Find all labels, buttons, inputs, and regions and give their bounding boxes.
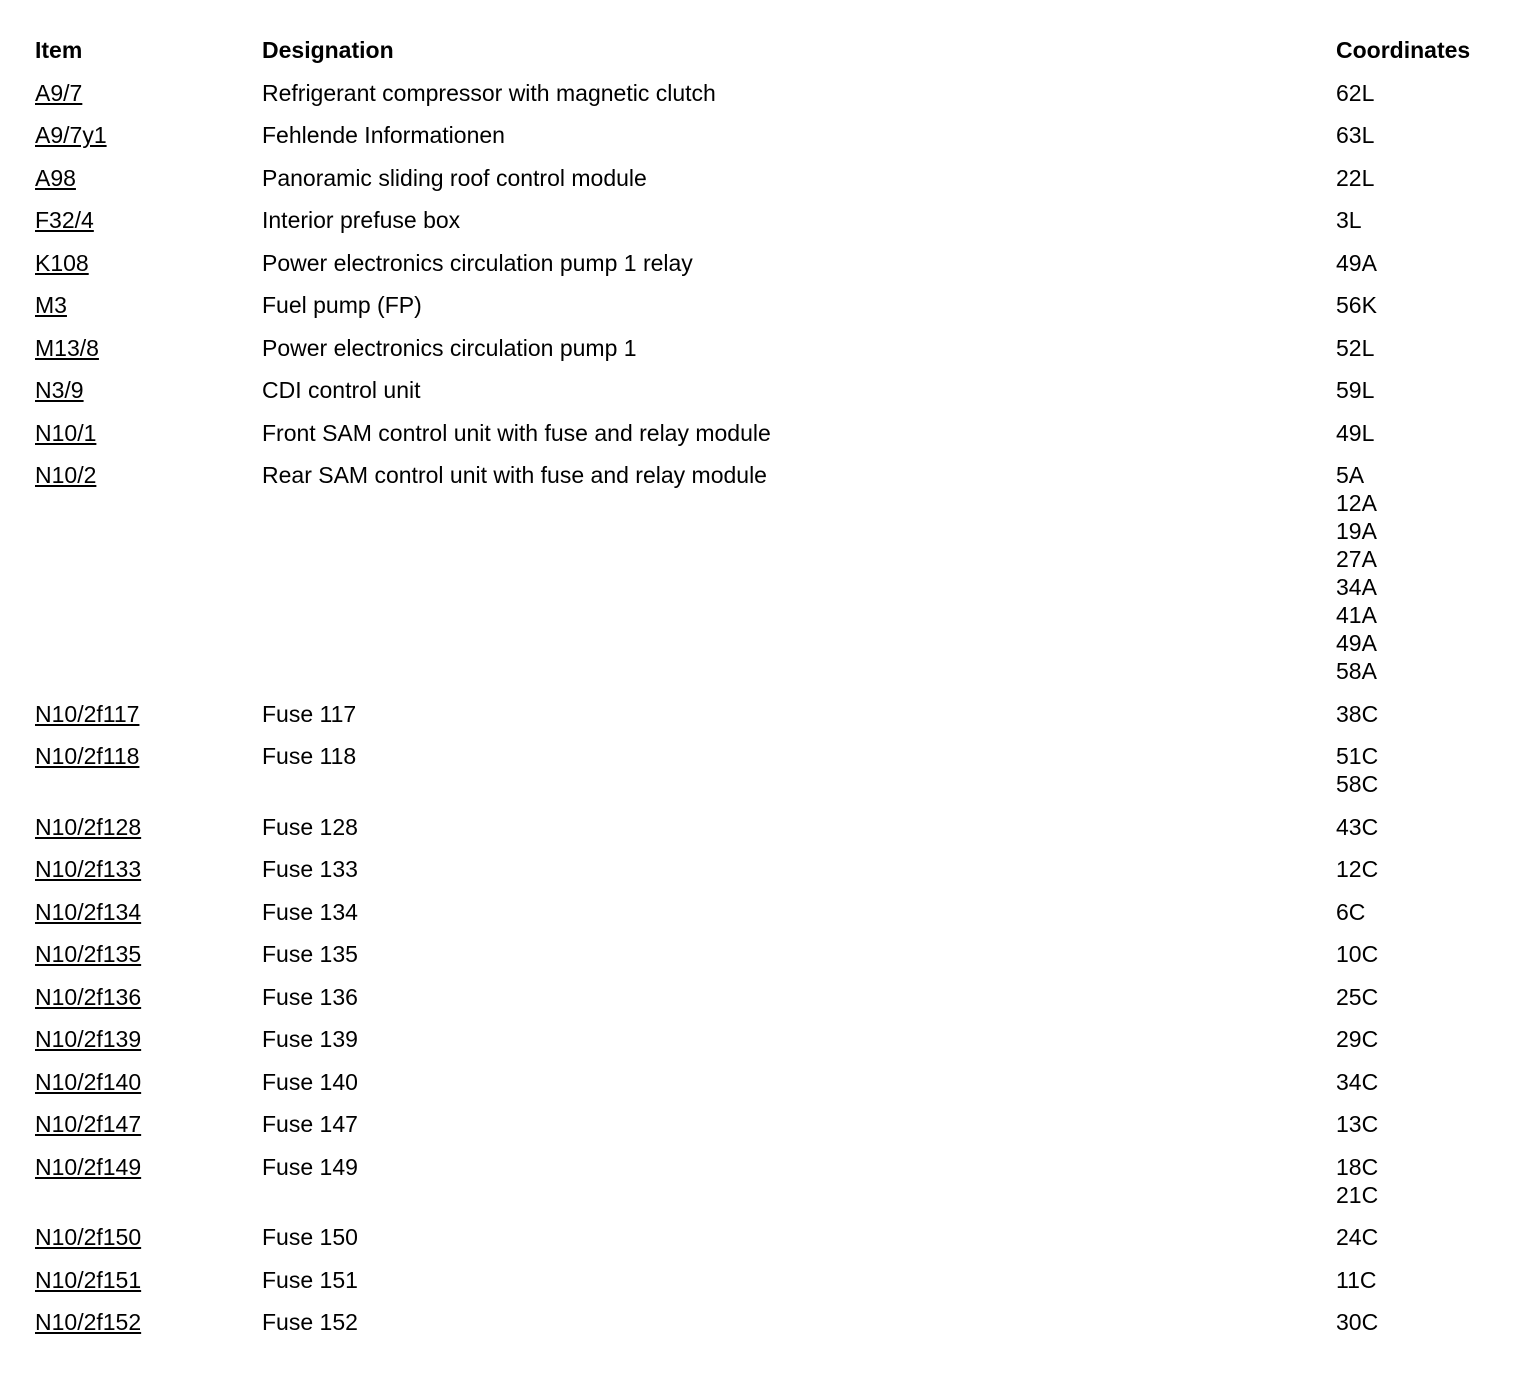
designation-cell: Fuse 134 xyxy=(262,898,358,925)
designation-cell: Fuel pump (FP) xyxy=(262,292,422,318)
coordinates-cell xyxy=(1336,1266,1515,1294)
coordinate-value: 5A xyxy=(1336,462,1365,488)
designation-cell: Fuse 139 xyxy=(262,1026,358,1052)
coordinates-cell xyxy=(1336,1223,1515,1251)
item-link[interactable]: N10/2f152 xyxy=(35,1309,142,1335)
item-cell xyxy=(35,461,262,489)
coordinate-value: 11C xyxy=(1336,1266,1377,1293)
item-cell xyxy=(35,164,262,192)
designation-cell: Fehlende Informationen xyxy=(262,122,505,148)
designation-cell: Panoramic sliding roof control module xyxy=(262,164,647,191)
item-cell xyxy=(35,334,262,362)
item-cell xyxy=(35,983,262,1011)
coordinate-value: 62L xyxy=(1336,79,1375,106)
designation-cell: Fuse 135 xyxy=(262,941,358,967)
coordinates-cell xyxy=(1336,461,1515,685)
designation-cell: Fuse 136 xyxy=(262,983,358,1010)
item-link[interactable]: N10/2 xyxy=(35,462,97,488)
component-table xyxy=(35,36,1515,1351)
coordinate-value: 3L xyxy=(1336,207,1362,233)
designation-cell: Interior prefuse box xyxy=(262,207,461,233)
item-link[interactable]: A9/7 xyxy=(35,79,83,106)
item-cell xyxy=(35,742,262,770)
designation-cell: Fuse 133 xyxy=(262,856,358,882)
table-row xyxy=(35,164,1515,192)
coordinates-cell xyxy=(1336,700,1515,728)
designation-cell: Rear SAM control unit with fuse and relay module xyxy=(262,462,767,488)
coordinates-cell xyxy=(1336,79,1515,107)
coordinate-value: 52L xyxy=(1336,334,1375,361)
item-link[interactable]: N10/2f133 xyxy=(35,856,142,882)
coordinates-cell xyxy=(1336,164,1515,192)
coordinates-cell xyxy=(1336,983,1515,1011)
item-link[interactable]: N10/2f135 xyxy=(35,941,142,967)
header-designation: Designation xyxy=(262,37,394,63)
coordinates-cell xyxy=(1336,742,1515,798)
designation-cell: Fuse 140 xyxy=(262,1068,358,1095)
table-row xyxy=(35,1223,1515,1251)
coordinate-value: 27A xyxy=(1336,546,1377,572)
coordinate-value: 21C xyxy=(1336,1181,1379,1208)
coordinates-cell xyxy=(1336,940,1515,968)
coordinate-value: 19A xyxy=(1336,518,1377,544)
designation-cell: Fuse 118 xyxy=(262,743,357,769)
table-row xyxy=(35,1025,1515,1053)
table-row xyxy=(35,898,1515,926)
item-cell xyxy=(35,121,262,149)
table-row xyxy=(35,813,1515,841)
item-link[interactable]: N10/1 xyxy=(35,419,97,446)
item-link[interactable]: F32/4 xyxy=(35,207,94,233)
coordinate-value: 56K xyxy=(1336,292,1377,318)
item-link[interactable]: M3 xyxy=(35,292,67,318)
coordinate-value: 41A xyxy=(1336,602,1377,628)
designation-cell: Fuse 147 xyxy=(262,1111,358,1137)
table-body xyxy=(35,79,1515,1337)
item-cell xyxy=(35,376,262,404)
item-link[interactable]: N10/2f128 xyxy=(35,813,142,840)
item-link[interactable]: A98 xyxy=(35,164,76,191)
coordinates-cell xyxy=(1336,419,1515,447)
table-row xyxy=(35,376,1515,404)
table-row xyxy=(35,940,1515,968)
coordinate-value: 25C xyxy=(1336,983,1379,1010)
coordinate-value: 12A xyxy=(1336,490,1377,516)
item-cell xyxy=(35,1110,262,1138)
table-row xyxy=(35,206,1515,234)
table-row xyxy=(35,700,1515,728)
designation-cell: CDI control unit xyxy=(262,377,421,403)
designation-cell: Fuse 152 xyxy=(262,1309,358,1335)
table-row xyxy=(35,983,1515,1011)
coordinate-value: 18C xyxy=(1336,1153,1379,1180)
item-cell xyxy=(35,1266,262,1294)
coordinates-cell xyxy=(1336,1308,1515,1336)
coordinate-value: 59L xyxy=(1336,377,1375,403)
coordinate-value: 49L xyxy=(1336,419,1375,446)
designation-cell: Fuse 128 xyxy=(262,813,358,840)
coordinate-value: 29C xyxy=(1336,1026,1379,1052)
coordinate-value: 10C xyxy=(1336,941,1379,967)
table-header xyxy=(35,36,1515,64)
coordinates-cell xyxy=(1336,1153,1515,1209)
item-link[interactable]: N10/2f151 xyxy=(35,1266,142,1293)
item-link[interactable]: N10/2f134 xyxy=(35,898,142,925)
coordinate-value: 34C xyxy=(1336,1068,1379,1095)
item-cell xyxy=(35,940,262,968)
item-cell xyxy=(35,1223,262,1251)
item-cell xyxy=(35,898,262,926)
item-link[interactable]: N10/2f117 xyxy=(35,700,140,727)
coordinates-cell xyxy=(1336,376,1515,404)
coordinate-value: 38C xyxy=(1336,700,1379,727)
item-cell xyxy=(35,419,262,447)
item-link[interactable]: N10/2f140 xyxy=(35,1068,142,1095)
coordinate-value: 22L xyxy=(1336,164,1375,191)
item-cell xyxy=(35,291,262,319)
item-link[interactable]: N10/2f136 xyxy=(35,983,142,1010)
coordinate-value: 30C xyxy=(1336,1309,1379,1335)
coordinate-value: 13C xyxy=(1336,1111,1379,1137)
coordinate-value: 51C xyxy=(1336,743,1379,769)
coordinates-cell xyxy=(1336,121,1515,149)
coordinates-cell xyxy=(1336,249,1515,277)
item-cell xyxy=(35,855,262,883)
item-link[interactable]: N3/9 xyxy=(35,377,84,403)
table-row xyxy=(35,742,1515,798)
designation-cell: Power electronics circulation pump 1 xyxy=(262,334,637,361)
coordinate-value: 34A xyxy=(1336,574,1377,600)
table-row xyxy=(35,1110,1515,1138)
table-row xyxy=(35,855,1515,883)
coordinate-value: 12C xyxy=(1336,856,1379,882)
coordinate-value: 49A xyxy=(1336,249,1377,276)
item-cell xyxy=(35,1025,262,1053)
coordinate-value: 43C xyxy=(1336,813,1379,840)
coordinates-cell xyxy=(1336,334,1515,362)
table-row xyxy=(35,419,1515,447)
coordinate-value: 58C xyxy=(1336,771,1379,797)
item-cell xyxy=(35,1308,262,1336)
coordinate-value: 58A xyxy=(1336,658,1377,684)
coordinate-value: 6C xyxy=(1336,898,1366,925)
item-link[interactable]: M13/8 xyxy=(35,334,99,361)
coordinates-cell xyxy=(1336,1068,1515,1096)
coordinates-cell xyxy=(1336,813,1515,841)
table-row xyxy=(35,249,1515,277)
item-link[interactable]: N10/2f150 xyxy=(35,1224,142,1250)
item-cell xyxy=(35,813,262,841)
coordinates-cell xyxy=(1336,206,1515,234)
designation-cell: Power electronics circulation pump 1 relay xyxy=(262,249,693,276)
table-row xyxy=(35,291,1515,319)
table-row xyxy=(35,334,1515,362)
table-row xyxy=(35,1308,1515,1336)
designation-cell: Front SAM control unit with fuse and relay module xyxy=(262,419,771,446)
designation-cell: Refrigerant compressor with magnetic clutch xyxy=(262,79,716,106)
coordinates-cell xyxy=(1336,855,1515,883)
designation-cell: Fuse 149 xyxy=(262,1153,358,1180)
item-cell xyxy=(35,249,262,277)
designation-cell: Fuse 151 xyxy=(262,1266,358,1293)
coordinate-value: 49A xyxy=(1336,630,1377,656)
coordinates-cell xyxy=(1336,898,1515,926)
coordinate-value: 63L xyxy=(1336,122,1375,148)
header-item: Item xyxy=(35,37,83,63)
item-cell xyxy=(35,1153,262,1181)
item-cell xyxy=(35,1068,262,1096)
coordinates-cell xyxy=(1336,1025,1515,1053)
item-link[interactable]: K108 xyxy=(35,249,89,276)
header-coordinates: Coordinates xyxy=(1336,37,1471,63)
designation-cell: Fuse 150 xyxy=(262,1224,358,1250)
item-link[interactable]: A9/7y1 xyxy=(35,122,107,148)
item-cell xyxy=(35,206,262,234)
designation-cell: Fuse 117 xyxy=(262,700,357,727)
item-link[interactable]: N10/2f147 xyxy=(35,1111,142,1137)
table-row xyxy=(35,461,1515,685)
item-link[interactable]: N10/2f149 xyxy=(35,1153,142,1180)
item-link[interactable]: N10/2f118 xyxy=(35,743,140,769)
table-row xyxy=(35,1153,1515,1209)
coordinate-value: 24C xyxy=(1336,1224,1379,1250)
coordinates-cell xyxy=(1336,1110,1515,1138)
table-row xyxy=(35,121,1515,149)
item-cell xyxy=(35,700,262,728)
item-link[interactable]: N10/2f139 xyxy=(35,1026,142,1052)
coordinates-cell xyxy=(1336,291,1515,319)
table-row xyxy=(35,1068,1515,1096)
table-row xyxy=(35,79,1515,107)
table-row xyxy=(35,1266,1515,1294)
item-cell xyxy=(35,79,262,107)
